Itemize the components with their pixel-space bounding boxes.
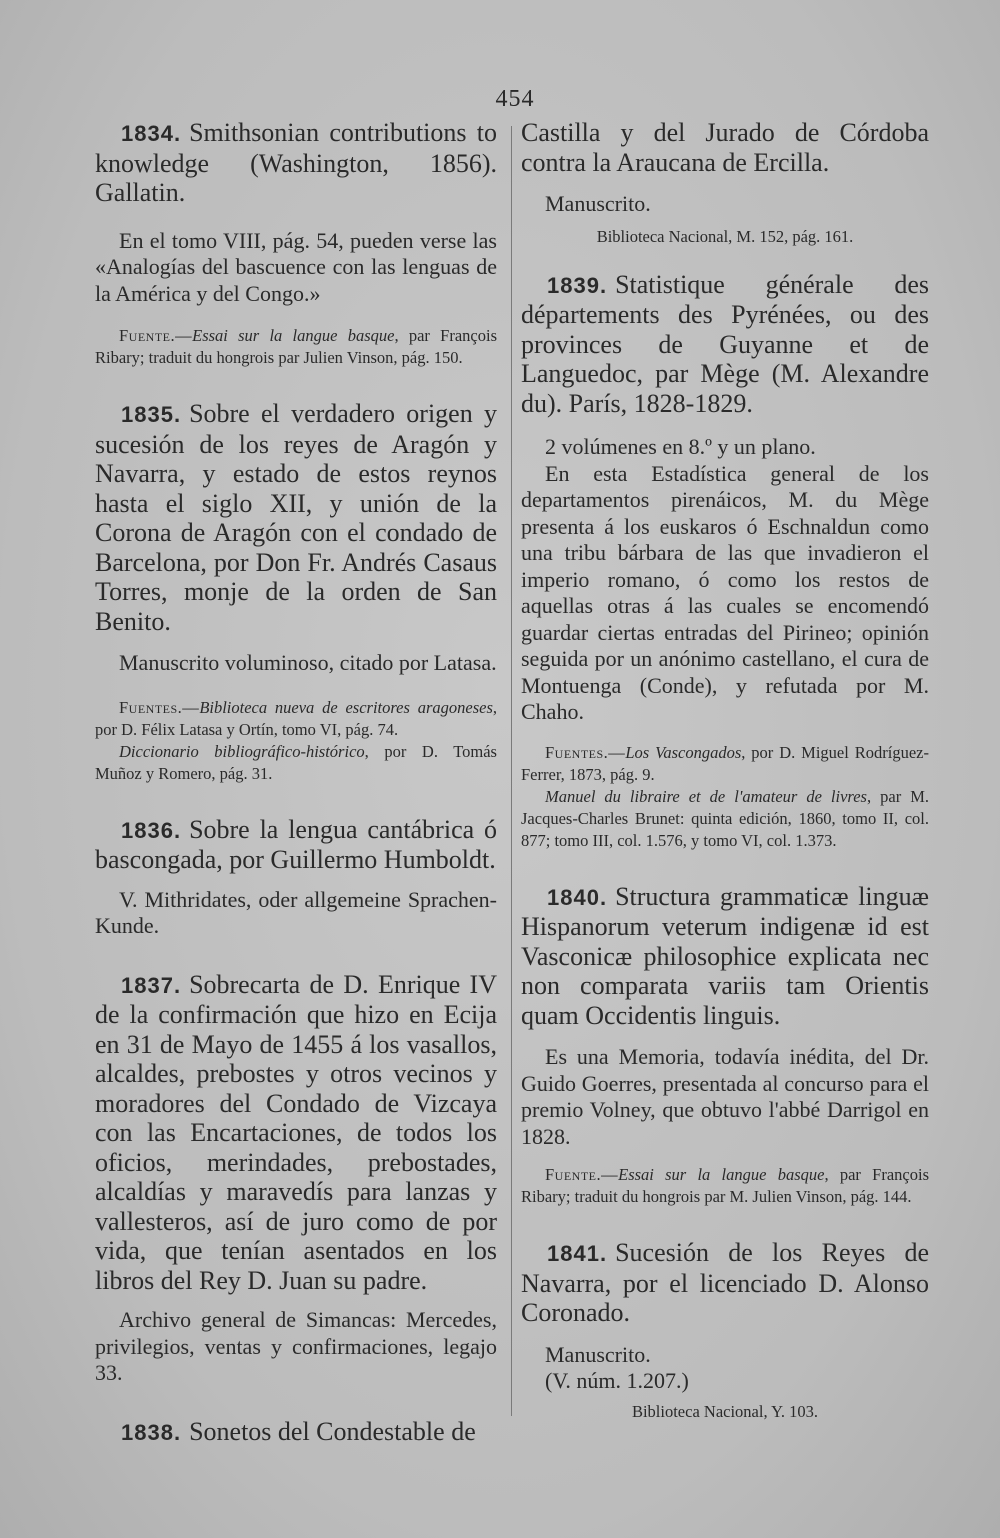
entry-title: Statistique générale des départements des Pyrénées, ou des provinces de Guyanne et de Languedoc, par Mège (M. Alexandre du). París, 1828-1829.	[521, 269, 929, 418]
entry-body: 2 volúmenes en 8.º y un plano.	[545, 434, 816, 459]
entry-body: Manuscrito.	[545, 191, 651, 216]
entry-body-2: En esta Estadística general de los departamentos pirenáicos, M. du Mège presenta á los euskaros ó Eschnaldun como una tribu bárbara de las que invadieron el imperio romano, ó como los restos de aquellas otras á las cuales se encomendó guardar ciertas entradas del Pirineo; opinión seguida por un anónimo castellano, el cura de Montuenga (Conde), y refutada por M. Chaho.	[521, 460, 929, 724]
entry-title: Sobre el verdadero origen y sucesión de los reyes de Aragón y Navarra, y estado de estos reynos hasta el siglo XII, y unión de la Corona de Aragón con el condado de Barcelona, por Don Fr. Andrés Casaus Torres, monje de la orden de San Benito.	[95, 399, 497, 636]
right-column	[521, 118, 929, 1423]
entry-1838-continued	[521, 118, 929, 248]
entry-body: Es una Memoria, todavía inédita, del Dr. Guido Goerres, presentada al concurso para el premio Volney, que obtuvo l'abbé Darrigol en 1828.	[521, 1044, 929, 1149]
entry-title: Sucesión de los Reyes de Navarra, por el licenciado D. Alonso Coronado.	[521, 1238, 929, 1327]
entry-source: Fuentes.—Biblioteca nueva de escritores aragoneses, por D. Félix Latasa y Ortín, tomo VI, pág. 74.	[95, 697, 497, 739]
entry-body: Manuscrito voluminoso, citado por Latasa.	[119, 650, 497, 675]
entry-source: Fuente.—Essai sur la langue basque, par François Ribary; traduit du hongrois par Julien Vinson, pág. 150.	[95, 326, 497, 367]
column-divider	[511, 126, 512, 1416]
entry-title: Castilla y del Jurado de Córdoba contra la Araucana de Ercilla.	[521, 118, 929, 177]
entry-title: Sobrecarta de D. Enrique IV de la confirmación que hizo en Ecija en 31 de Mayo de 1455 á los vasallos, alcaldes, prebostes y otros vecinos y moradores del Condado de Vizcaya con las Encartaciones, de todos los oficios, merindades, prebostades, alcaldías y maravedís para lanzas y vallesteros, así de juro como de por vida, que tenían asentados en los libros del Rey D. Juan su padre.	[95, 969, 497, 1295]
entry-1840	[521, 882, 929, 1209]
entry-body: V. Mithridates, oder allgemeine Sprachen-Kunde.	[95, 886, 497, 938]
entry-location: Biblioteca Nacional, Y. 103.	[631, 1401, 819, 1421]
entry-body-2: (V. núm. 1.207.)	[545, 1368, 689, 1393]
entry-source-2: Manuel du libraire et de l'amateur de livres, par M. Jacques-Charles Brunet: quinta edición, 1860, tomo II, col. 877; tomo III, col. 1.576, y tomo VI, col. 1.373.	[521, 786, 929, 850]
entry-number: 1841.	[547, 1241, 608, 1266]
page-number: 454	[495, 86, 535, 112]
entry-source-2: Diccionario bibliográfico-histórico, por D. Tomás Muñoz y Romero, pág. 31.	[95, 741, 497, 783]
entry-number: 1835.	[121, 402, 182, 427]
entry-source: Fuentes.—Los Vascongados, por D. Miguel Rodríguez-Ferrer, 1873, pág. 9.	[521, 742, 929, 784]
entry-1835	[95, 399, 497, 785]
entry-number: 1838.	[121, 1419, 182, 1445]
entry-1839	[521, 270, 929, 852]
entry-title: Sobre la lengua cantábrica ó bascongada, por Guillermo Humboldt.	[95, 814, 497, 874]
entry-1838	[95, 1417, 497, 1448]
entry-1834	[95, 118, 497, 369]
entry-title: Smithsonian contributions to knowledge (Washington, 1856). Gallatin.	[95, 118, 497, 207]
entry-1837	[95, 970, 497, 1387]
entry-1836	[95, 815, 497, 940]
entry-number: 1836.	[121, 817, 182, 843]
left-column	[95, 118, 497, 1447]
entry-source: Fuente.—Essai sur la langue basque, par François Ribary; traduit du hongrois par M. Julien Vinson, pág. 144.	[521, 1165, 929, 1206]
entry-1841	[521, 1238, 929, 1423]
entry-body: Archivo general de Simancas: Mercedes, privilegios, ventas y confirmaciones, legajo 33.	[95, 1307, 497, 1385]
entry-title: Structura grammaticæ linguæ Hispanorum veterum indigenæ id est Vasconicæ philosophice explicata nec non comparata variis tam Orientis quam Occidentis linguis.	[521, 881, 929, 1030]
entry-title: Sonetos del Condestable de	[189, 1416, 476, 1446]
entry-number: 1840.	[547, 884, 608, 910]
entry-body: En el tomo VIII, pág. 54, pueden verse las «Analogías del bascuence con las lenguas de la América y del Congo.»	[95, 227, 497, 306]
entry-body: Manuscrito.	[545, 1341, 651, 1367]
entry-number: 1839.	[547, 272, 608, 298]
entry-number: 1837.	[121, 972, 182, 998]
entry-location: Biblioteca Nacional, M. 152, pág. 161.	[596, 226, 854, 246]
entry-number: 1834.	[121, 121, 182, 146]
